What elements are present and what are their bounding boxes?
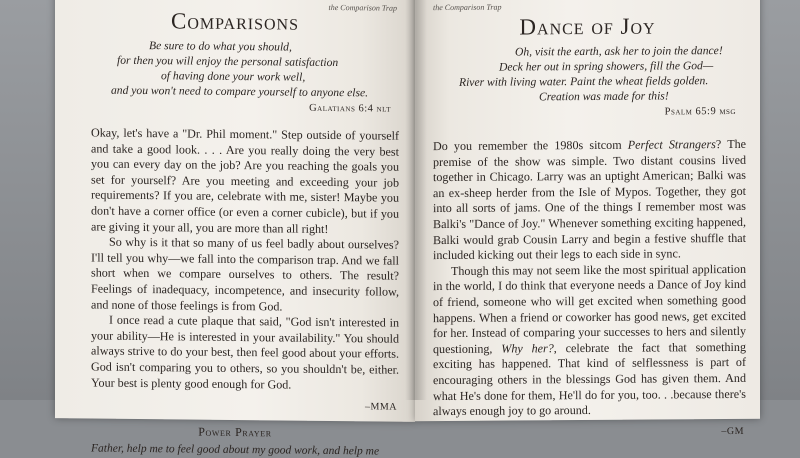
epigraph-line: Deck her out in spring showers, fill the God—: [499, 59, 714, 74]
body-paragraph: Okay, let's have a "Dr. Phil moment." Step outside of yourself and take a good look. . . . Are you really doing the very best you can every day on the job? Are you reaching the goals you set for yourself? Are you meeting and exceeding your job requirements? If you are, celebrate with me, sister! Maybe you don't have a corner office (or even a corner cubicle), but if you are giving it your all, you are more than all right!: [91, 125, 399, 236]
epigraph-line: River with living water. Paint the wheat fields golden.: [459, 74, 709, 89]
power-prayer-text: Father, help me to feel good about my good work, and help me: [91, 442, 380, 458]
left-page: [55, 0, 415, 458]
epigraph-line: Be sure to do what you should,: [149, 39, 292, 54]
epigraph-line: Oh, visit the earth, ask her to join the dance!: [515, 44, 723, 59]
right-signature: –GM: [721, 425, 744, 437]
right-body-text: [433, 137, 746, 420]
body-paragraph: [433, 137, 746, 264]
epigraph-line: and you won't need to compare yourself to anyone else.: [111, 83, 369, 100]
text-run: , celebrate the fact that something exciting has happened. That kind of selflessness is part of encouraging others in the blessings God has given them. And what He's done for them, He'll do for you, too. . .because there's always enough joy to go around.: [433, 339, 746, 419]
show-title: Perfect Strangers: [627, 137, 716, 152]
epigraph-line: of having done your work well,: [161, 69, 306, 84]
power-prayer-heading: Power Prayer: [198, 424, 272, 440]
text-run: Though this may not seem like the most spiritual application in the world, I do think that everyone needs a Dance of Joy kind of friend, someone who will get excited when something good happens. When a friend or coworker has good news, get excited for her. Instead of comparing your successes to hers and silently questioning,: [433, 261, 746, 356]
left-body-text: [91, 125, 399, 393]
left-epigraph: [55, 37, 415, 101]
body-paragraph: So why is it that so many of us feel badly about ourselves? I'll tell you why—we fall into the comparison trap. And we fall short when we compare ourselves to others. The result? Feelings of inadequacy, incompetence, and insecurity follow, and none of those feelings is from God.: [91, 234, 399, 314]
epigraph-line: for then you will enjoy the personal satisfaction: [117, 53, 339, 70]
right-page-title: Dance of Joy: [519, 13, 656, 40]
left-signature: –MMA: [364, 401, 397, 413]
left-scripture-reference: Galatians 6:4 nlt: [309, 102, 391, 115]
right-running-head: the Comparison Trap: [433, 2, 502, 13]
italic-question: Why her?: [501, 340, 554, 356]
right-scripture-reference: Psalm 65:9 msg: [664, 105, 736, 118]
right-page: [415, 0, 760, 437]
body-paragraph: [433, 262, 746, 420]
right-epigraph: [415, 43, 760, 105]
body-paragraph: I once read a cute plaque that said, "God isn't interested in your ability—He is interested in your availability." You should always strive to do your best, then feel good about your efforts. God isn't comparing you to others, so you shouldn't be, either. Your best is plenty good enough for God.: [91, 312, 399, 392]
text-run: Do you remember the 1980s sitcom: [433, 137, 628, 154]
text-run: ? The premise of the show was simple. Two distant cousins lived together in Chicago. Larry was an uptight American; Balki was an ex-sheep herder from the Isle of Mypos. Together, they got into all sorts of jams. One of the things I remember most was Balki's "Dance of Joy." Whenever something exciting happened, Balki would grab Cousin Larry and begin a festive shuffle that included kicking out their legs to each side in sync.: [433, 136, 746, 263]
epigraph-line: Creation was made for this!: [539, 89, 669, 104]
left-page-title: Comparisons: [170, 8, 299, 35]
left-running-head: the Comparison Trap: [328, 2, 397, 13]
